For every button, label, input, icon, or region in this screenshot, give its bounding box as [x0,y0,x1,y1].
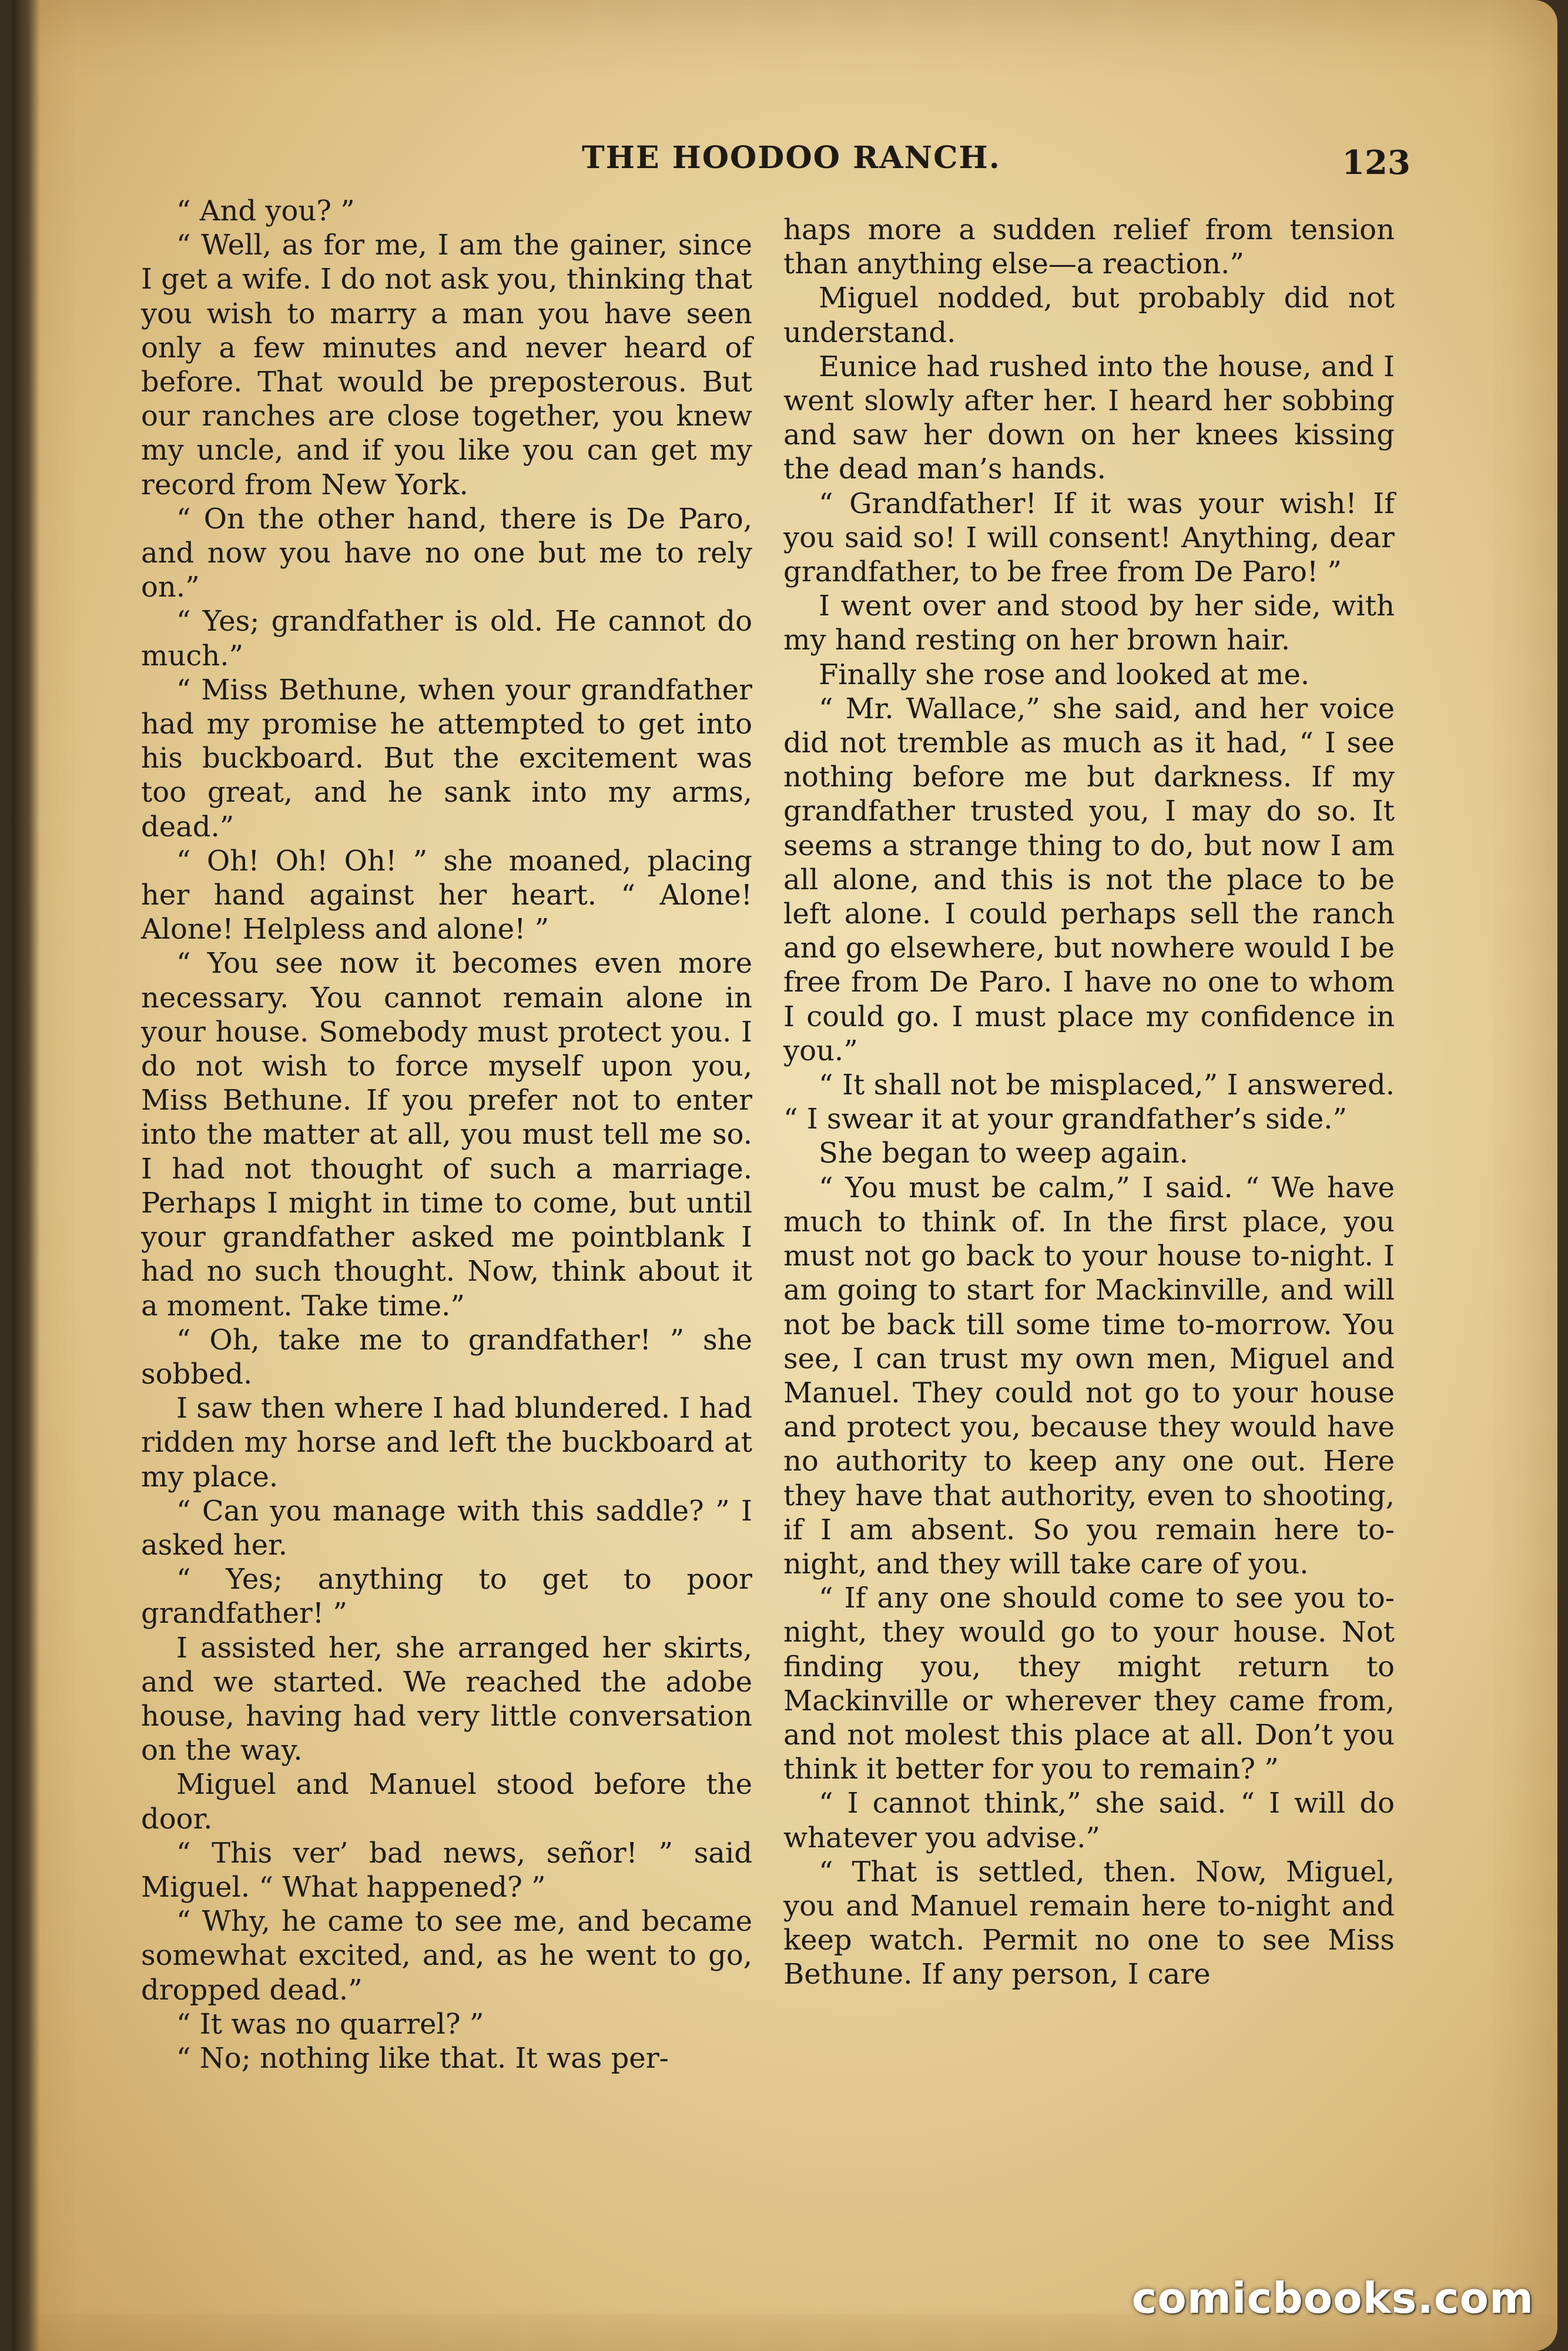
paragraph: Miguel and Manuel stood before the door. [141,1768,752,1836]
running-title: THE HOODOO RANCH. [582,140,1001,176]
paragraph: “ You must be calm,” I said. “ We have much to think of. In the first place, you must not go back to your house to-night. I am going to start for Mackinville, and will not be back till some time to-morrow. You see, I can trust my own men, Miguel and Manuel. They could not go to your house and protect you, because they would have no authority to keep any one out. Here they have that authority, even to shooting, if I am absent. So you remain here to-night, and they will take care of you. [783,1171,1395,1580]
paragraph: “ Oh, take me to grandfather! ” she sobbed. [141,1323,752,1391]
paragraph: “ Grandfather! If it was your wish! If you said so! I will consent! Anything, dear grandfather, to be free from De Paro! ” [783,487,1395,589]
paragraph: “ It shall not be misplaced,” I answered. “ I swear it at your grandfather’s side.” [783,1069,1395,1136]
right-column [783,213,1395,1992]
site-watermark: comicbooks.com [1131,2273,1534,2323]
paragraph: “ I cannot think,” she said. “ I will do whatever you advise.” [783,1787,1395,1854]
running-header [153,135,1410,194]
paragraph: “ And you? ” [176,195,355,227]
book-page [12,0,1557,2351]
paragraph: “ No; nothing like that. It was per- [176,2041,669,2075]
paragraph-continuation: haps more a sudden relief from tension than anything else—a reaction.” [783,213,1395,281]
paragraph: Miguel nodded, but probably did not understand. [783,282,1395,349]
paragraph: “ Can you manage with this saddle? ” I asked her. [141,1494,752,1562]
paragraph: She began to weep again. [819,1137,1188,1170]
paragraph: “ Well, as for me, I am the gainer, since I get a wife. I do not ask you, thinking that you wish to marry a man you have seen only a few minutes and never heard of before. That would be preposterous. But our ranches are close together, you knew my uncle, and if you like you can get my record from New York. [141,229,752,501]
paragraph: I assisted her, she arranged her skirts, and we started. We reached the adobe house, having had very little conversation on the way. [141,1631,752,1767]
paragraph: “ This ver’ bad news, señor! ” said Miguel. “ What happened? ” [141,1836,752,1904]
left-column [141,194,752,2075]
paragraph: “ If any one should come to see you to-night, they would go to your house. Not finding you, they might return to Mackinville or wherever they came from, and not molest this place at all. Don’t you think it better for you to remain? ” [783,1582,1395,1786]
paragraph: “ Oh! Oh! Oh! ” she moaned, placing her hand against her heart. “ Alone! Alone! Helpless and alone! ” [141,844,752,946]
paragraph: “ On the other hand, there is De Paro, and now you have no one but me to rely on.” [141,502,752,604]
paragraph: “ Mr. Wallace,” she said, and her voice did not tremble as much as it had, “ I see nothing before me but darkness. If my grandfather trusted you, I may do so. It seems a strange thing to do, but now I am all alone, and this is not the place to be left alone. I could perhaps sell the ranch and go elsewhere, but nowhere would I be free from De Paro. I have no one to whom I could go. I must place my confidence in you.” [783,692,1395,1067]
paragraph: Finally she rose and looked at me. [819,658,1310,691]
paragraph: “ Yes; grandfather is old. He cannot do much.” [141,605,752,672]
paragraph: Eunice had rushed into the house, and I went slowly after her. I heard her sobbing and saw her down on her knees kissing the dead man’s hands. [783,350,1395,486]
paragraph: I saw then where I had blundered. I had ridden my horse and left the buckboard at my place. [141,1392,752,1493]
page-spine-shadow [12,0,40,2351]
paragraph: “ That is settled, then. Now, Miguel, you and Manuel remain here to-night and keep watch. Permit no one to see Miss Bethune. If any person, I care [783,1855,1395,1991]
paragraph: “ Miss Bethune, when your grandfather had my promise he attempted to get into his buckboard. But the excitement was too great, and he sank into my arms, dead.” [141,673,752,843]
paragraph: “ Why, he came to see me, and became somewhat excited, and, as he went to go, dropped dead.” [141,1905,752,2007]
paragraph: I went over and stood by her side, with my hand resting on her brown hair. [783,590,1395,657]
paragraph: “ It was no quarrel? ” [176,2007,484,2041]
paragraph: “ You see now it becomes even more necessary. You cannot remain alone in your house. Somebody must protect you. I do not wish to force myself upon you, Miss Bethune. If you prefer not to enter into the matter at all, you must tell me so. I had not thought of such a marriage. Perhaps I might in time to come, but until your grandfather asked me pointblank I had no such thought. Now, think about it a moment. Take time.” [141,947,752,1322]
page-number: 123 [1342,143,1410,182]
paragraph: “ Yes; anything to get to poor grandfather! ” [141,1563,752,1630]
